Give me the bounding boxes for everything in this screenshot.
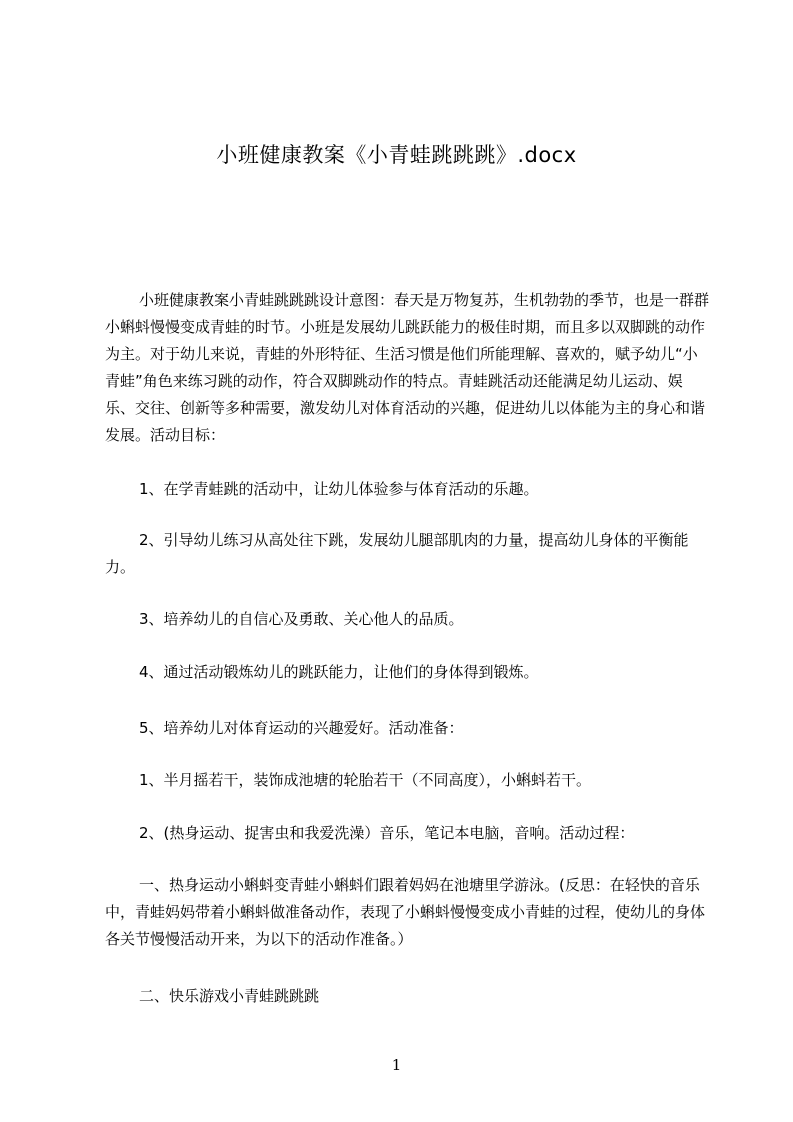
paragraph-goal-5: 5、培养幼儿对体育运动的兴趣爱好。活动准备： <box>139 719 464 737</box>
paragraph-prep-2: 2、(热身运动、捉害虫和我爱洗澡）音乐，笔记本电脑，音响。活动过程： <box>139 824 635 842</box>
paragraph-goal-3: 3、培养幼儿的自信心及勇敢、关心他人的品质。 <box>139 610 464 628</box>
paragraph-goal-1: 1、在学青蛙跳的活动中，让幼儿体验参与体育活动的乐趣。 <box>139 480 539 498</box>
paragraph-intro: 小班健康教案小青蛙跳跳跳设计意图：春天是万物复苏，生机勃勃的季节，也是一群群小蝌蚪慢慢变成青蛙的时节。小班是发展幼儿跳跃能力的极佳时期，而且多以双脚跳的动作为主。对于幼儿来说，青蛙的外形特征、生活习惯是他们所能理解、喜欢的，赋予幼儿“小青蛙”角色来练习跳的动作，符合双脚跳动作的特点。青蛙跳活动还能满足幼儿运动、娱乐、交往、创新等多种需要，激发幼儿对体育活动的兴趣，促进幼儿以体能为主的身心和谐发展。活动目标： <box>105 291 710 444</box>
paragraph-prep-1: 1、半月摇若干，装饰成池塘的轮胎若干（不同高度），小蝌蚪若干。 <box>139 771 592 789</box>
paragraph-process-1: 一、热身运动小蝌蚪变青蛙小蝌蚪们跟着妈妈在池塘里学游泳。(反思：在轻快的音乐中，青蛙妈妈带着小蝌蚪做准备动作，表现了小蝌蚪慢慢变成小青蛙的过程，使幼儿的身体各关节慢慢活动开来，为以下的活动作准备。） <box>105 876 706 948</box>
paragraph-process-2: 二、快乐游戏小青蛙跳跳跳 <box>139 987 320 1005</box>
page-number: 1 <box>391 1056 402 1074</box>
paragraph-goal-4: 4、通过活动锻炼幼儿的跳跃能力，让他们的身体得到锻炼。 <box>139 663 539 681</box>
document-title: 小班健康教案《小青蛙跳跳跳》.docx <box>216 143 577 167</box>
paragraph-goal-2: 2、引导幼儿练习从高处往下跳，发展幼儿腿部肌肉的力量，提高幼儿身体的平衡能力。 <box>105 531 689 576</box>
